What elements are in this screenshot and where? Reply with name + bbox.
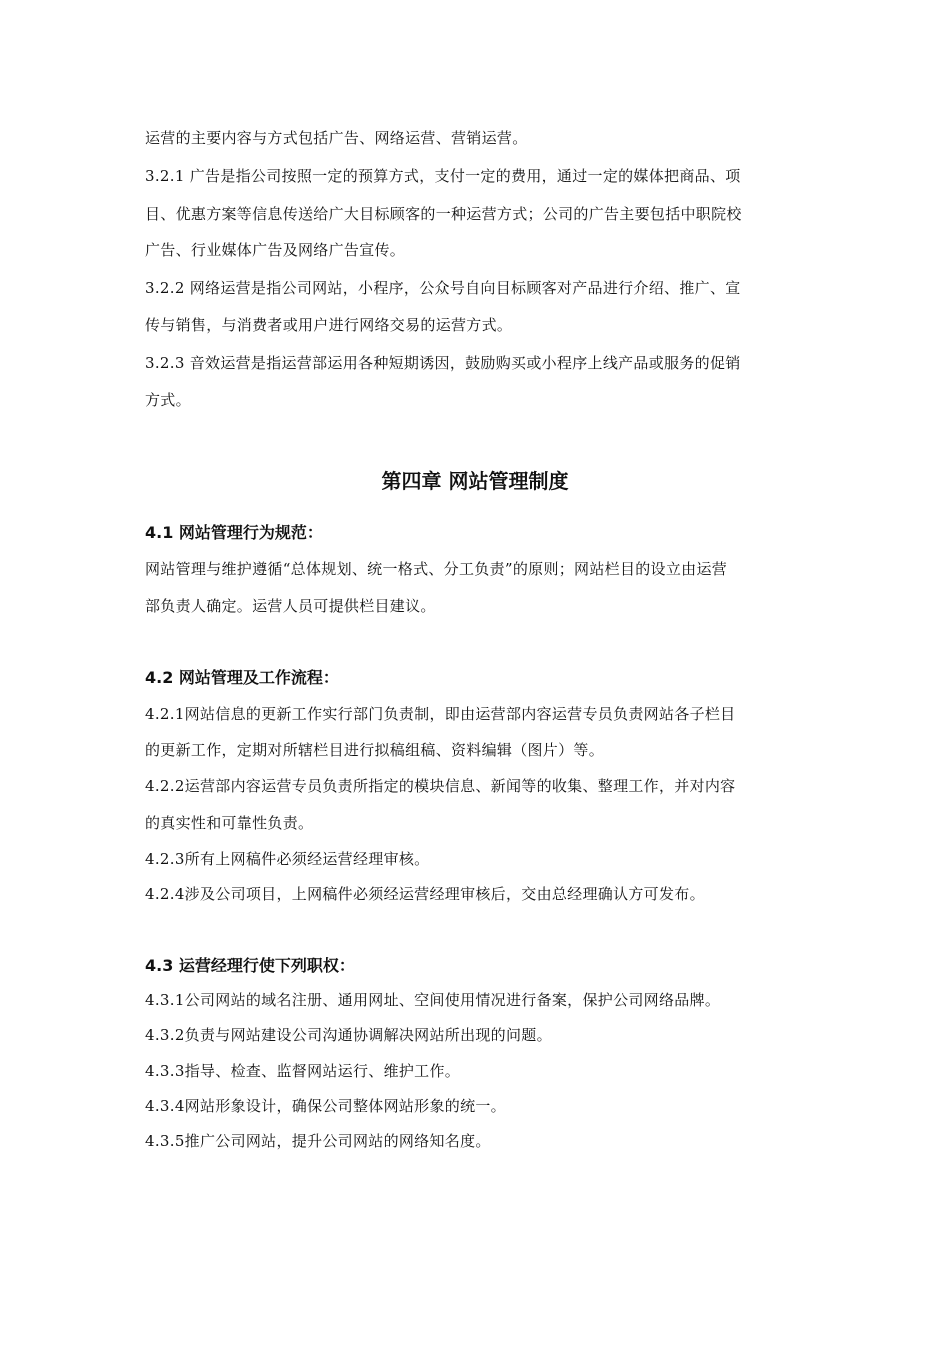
section-4-1-heading: 4.1 网站管理行为规范： — [145, 523, 323, 542]
p321-line-3: 广告、行业媒体广告及网络广告宣传。 — [145, 241, 406, 259]
s42-line-3: 4.2.2运营部内容运营专员负责所指定的模块信息、新闻等的收集、整理工作，并对内容 — [145, 777, 736, 795]
p322-line-2: 传与销售，与消费者或用户进行网络交易的运营方式。 — [145, 316, 513, 334]
p322-line-1: 3.2.2 网络运营是指公司网站，小程序，公众号自向目标顾客对产品进行介绍、推广、宣 — [145, 279, 741, 297]
s42-line-2: 的更新工作，定期对所辖栏目进行拟稿组稿、资料编辑（图片）等。 — [145, 741, 605, 759]
s43-line-3: 4.3.3指导、检查、监督网站运行、维护工作。 — [145, 1062, 461, 1080]
s41-line-1: 网站管理与维护遵循“总体规划、统一格式、分工负责”的原则；网站栏目的设立由运营 — [145, 560, 728, 578]
section-4-2-heading: 4.2 网站管理及工作流程： — [145, 668, 339, 687]
s42-line-5: 4.2.3所有上网稿件必须经运营经理审核。 — [145, 850, 430, 868]
p321-line-2: 目、优惠方案等信息传送给广大目标顾客的一种运营方式；公司的广告主要包括中职院校 — [145, 205, 742, 223]
s42-line-4: 的真实性和可靠性负责。 — [145, 814, 314, 832]
s43-line-1: 4.3.1公司网站的域名注册、通用网址、空间使用情况进行备案，保护公司网络品牌。 — [145, 991, 721, 1009]
s43-line-2: 4.3.2负责与网站建设公司沟通协调解决网站所出现的问题。 — [145, 1026, 552, 1044]
chapter-title: 第四章 网站管理制度 — [381, 469, 569, 493]
s43-line-5: 4.3.5推广公司网站，提升公司网站的网络知名度。 — [145, 1132, 491, 1150]
p323-line-1: 3.2.3 音效运营是指运营部运用各种短期诱因，鼓励购买或小程序上线产品或服务的促销 — [145, 354, 741, 372]
s43-line-4: 4.3.4网站形象设计，确保公司整体网站形象的统一。 — [145, 1097, 506, 1115]
section-4-3-heading: 4.3 运营经理行使下列职权： — [145, 956, 355, 975]
p321-line-1: 3.2.1 广告是指公司按照一定的预算方式，支付一定的费用，通过一定的媒体把商品、项 — [145, 167, 741, 185]
s42-line-1: 4.2.1网站信息的更新工作实行部门负责制，即由运营部内容运营专员负责网站各子栏目 — [145, 705, 736, 723]
p323-line-2: 方式。 — [145, 391, 191, 409]
s42-line-6: 4.2.4涉及公司项目，上网稿件必须经运营经理审核后，交由总经理确认方可发布。 — [145, 885, 705, 903]
s41-line-2: 部负责人确定。运营人员可提供栏目建议。 — [145, 597, 436, 615]
section3-intro: 运营的主要内容与方式包括广告、网络运营、营销运营。 — [145, 129, 528, 147]
